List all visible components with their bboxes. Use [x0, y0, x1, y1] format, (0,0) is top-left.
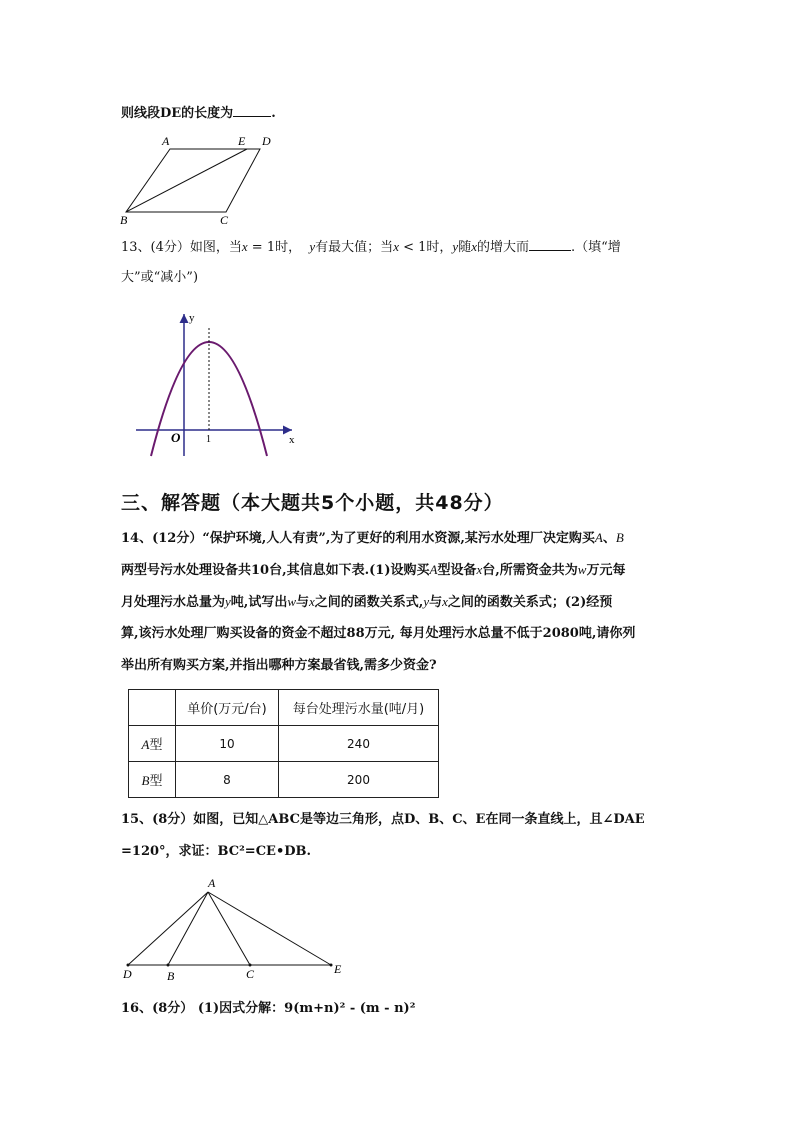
type-suffix: 型 [149, 774, 163, 789]
q13-p6: .（填“增 [571, 240, 621, 255]
origin-label: O [171, 430, 181, 445]
x-axis-label: x [289, 434, 295, 446]
var-a: A [429, 562, 438, 577]
triangle-figure [118, 872, 353, 984]
var-x: x [309, 594, 315, 609]
answer-blank [233, 104, 271, 117]
table-header-cell: 单价(万元/台) [176, 690, 279, 726]
var-w: w [287, 594, 296, 609]
var-w: w [577, 562, 587, 577]
q14-line4: 算,该污水处理厂购买设备的资金不超过88万元, 每月处理污水总量不低于2080吨,请你列 [121, 626, 636, 641]
q13-p2: 有最大值；当 [315, 240, 394, 255]
label-a: A [162, 134, 170, 148]
var-a: A [594, 530, 603, 545]
segment-be [126, 149, 247, 212]
section-title: 三、解答题（本大题共5个小题，共48分） [121, 492, 504, 514]
q14-sep: 、 [602, 531, 616, 546]
q12-text: 则线段DE的长度为 [121, 106, 234, 121]
q13-line2: 大”或“减小”) [121, 270, 199, 285]
q14-l2b: 型设备 [437, 563, 477, 578]
segment-ac [208, 892, 250, 965]
q13-line1 [121, 238, 621, 256]
table-cell: 10 [176, 726, 279, 762]
var-x: x [241, 239, 248, 254]
q13-eq1: = 1 [247, 240, 276, 255]
label-e: E [238, 134, 246, 148]
var-a: A [141, 737, 150, 752]
q12-end: . [271, 106, 276, 121]
point-b [167, 964, 170, 967]
label-a: A [208, 876, 216, 890]
q14-line2 [121, 562, 625, 579]
answer-blank [529, 238, 571, 251]
q13-p5: 的增大而 [477, 240, 530, 255]
var-y: y [225, 594, 231, 609]
table-header-cell [129, 690, 176, 726]
parallelogram-figure [112, 128, 282, 228]
q13-p1: 时， [275, 240, 302, 255]
q14-l3c: 与 [296, 595, 310, 610]
var-x: x [476, 562, 483, 577]
parabola-figure [130, 308, 310, 463]
q14-l3a: 月处理污水总量为 [121, 595, 226, 610]
q14-l2d: 万元每 [586, 563, 626, 578]
q16-line1: 16、(8分） (1)因式分解：9(m+n)² - (m - n)² [121, 1001, 416, 1016]
label-d: D [123, 967, 132, 981]
q14-line5: 举出所有购买方案,并指出哪种方案最省钱,需多少资金? [121, 658, 437, 673]
var-x: x [393, 239, 399, 254]
table-cell: 200 [279, 762, 439, 798]
table-row [129, 762, 439, 798]
q14-line3 [121, 594, 612, 611]
var-x: x [442, 594, 448, 609]
q15-line2: =120°，求证：BC²=CE•DB. [121, 844, 312, 859]
q15-line1: 15、(8分）如图，已知△ABC是等边三角形，点D、B、C、E在同一条直线上，且∠DAE [121, 812, 645, 827]
q14-l3c: 与 [429, 595, 443, 610]
q13-num: 13、(4分）如图，当 [121, 240, 242, 255]
label-b: B [167, 969, 175, 983]
var-b: B [615, 530, 624, 545]
table-cell-label [129, 762, 176, 798]
label-e: E [334, 962, 342, 976]
q14-l1a: 14、(12分）“保护环境,人人有责”,为了更好的利用水资源,某污水处理厂决定购买 [121, 531, 595, 546]
table-header-cell: 每台处理污水量(吨/月) [279, 690, 439, 726]
var-y: y [452, 239, 459, 254]
var-y: y [423, 594, 430, 609]
q14-line1 [121, 530, 624, 547]
type-suffix: 型 [149, 738, 163, 753]
var-b: B [141, 773, 150, 788]
q14-l3b: 吨,试写出 [230, 595, 288, 610]
q12-line [121, 104, 276, 122]
table-cell-label [129, 726, 176, 762]
label-c: C [246, 967, 255, 981]
segment-ae [208, 892, 331, 965]
label-b: B [120, 213, 128, 227]
equipment-table [128, 689, 439, 798]
y-axis-label: y [189, 312, 195, 324]
table-row [129, 726, 439, 762]
var-x: x [471, 239, 477, 254]
tick-label-1: 1 [206, 434, 211, 445]
q14-l3d: 之间的函数关系式, [314, 595, 424, 610]
q13-p3: 时， [426, 240, 453, 255]
q14-l2a: 两型号污水处理设备共10台,其信息如下表.(1)设购买 [121, 563, 430, 578]
point-e [330, 964, 333, 967]
table-cell: 8 [176, 762, 279, 798]
label-d: D [262, 134, 271, 148]
table-cell: 240 [279, 726, 439, 762]
q13-eq2: < 1 [398, 240, 427, 255]
q14-l2c: 台,所需资金共为 [482, 563, 578, 578]
q14-l3e: 之间的函数关系式；(2)经预 [447, 595, 613, 610]
label-c: C [220, 213, 229, 227]
table-header-row [129, 690, 439, 726]
var-y: y [309, 239, 316, 254]
parallelogram-shape [126, 149, 260, 212]
segment-ab [168, 892, 208, 965]
q13-p4: 随 [458, 240, 472, 255]
segment-ad [128, 892, 208, 965]
